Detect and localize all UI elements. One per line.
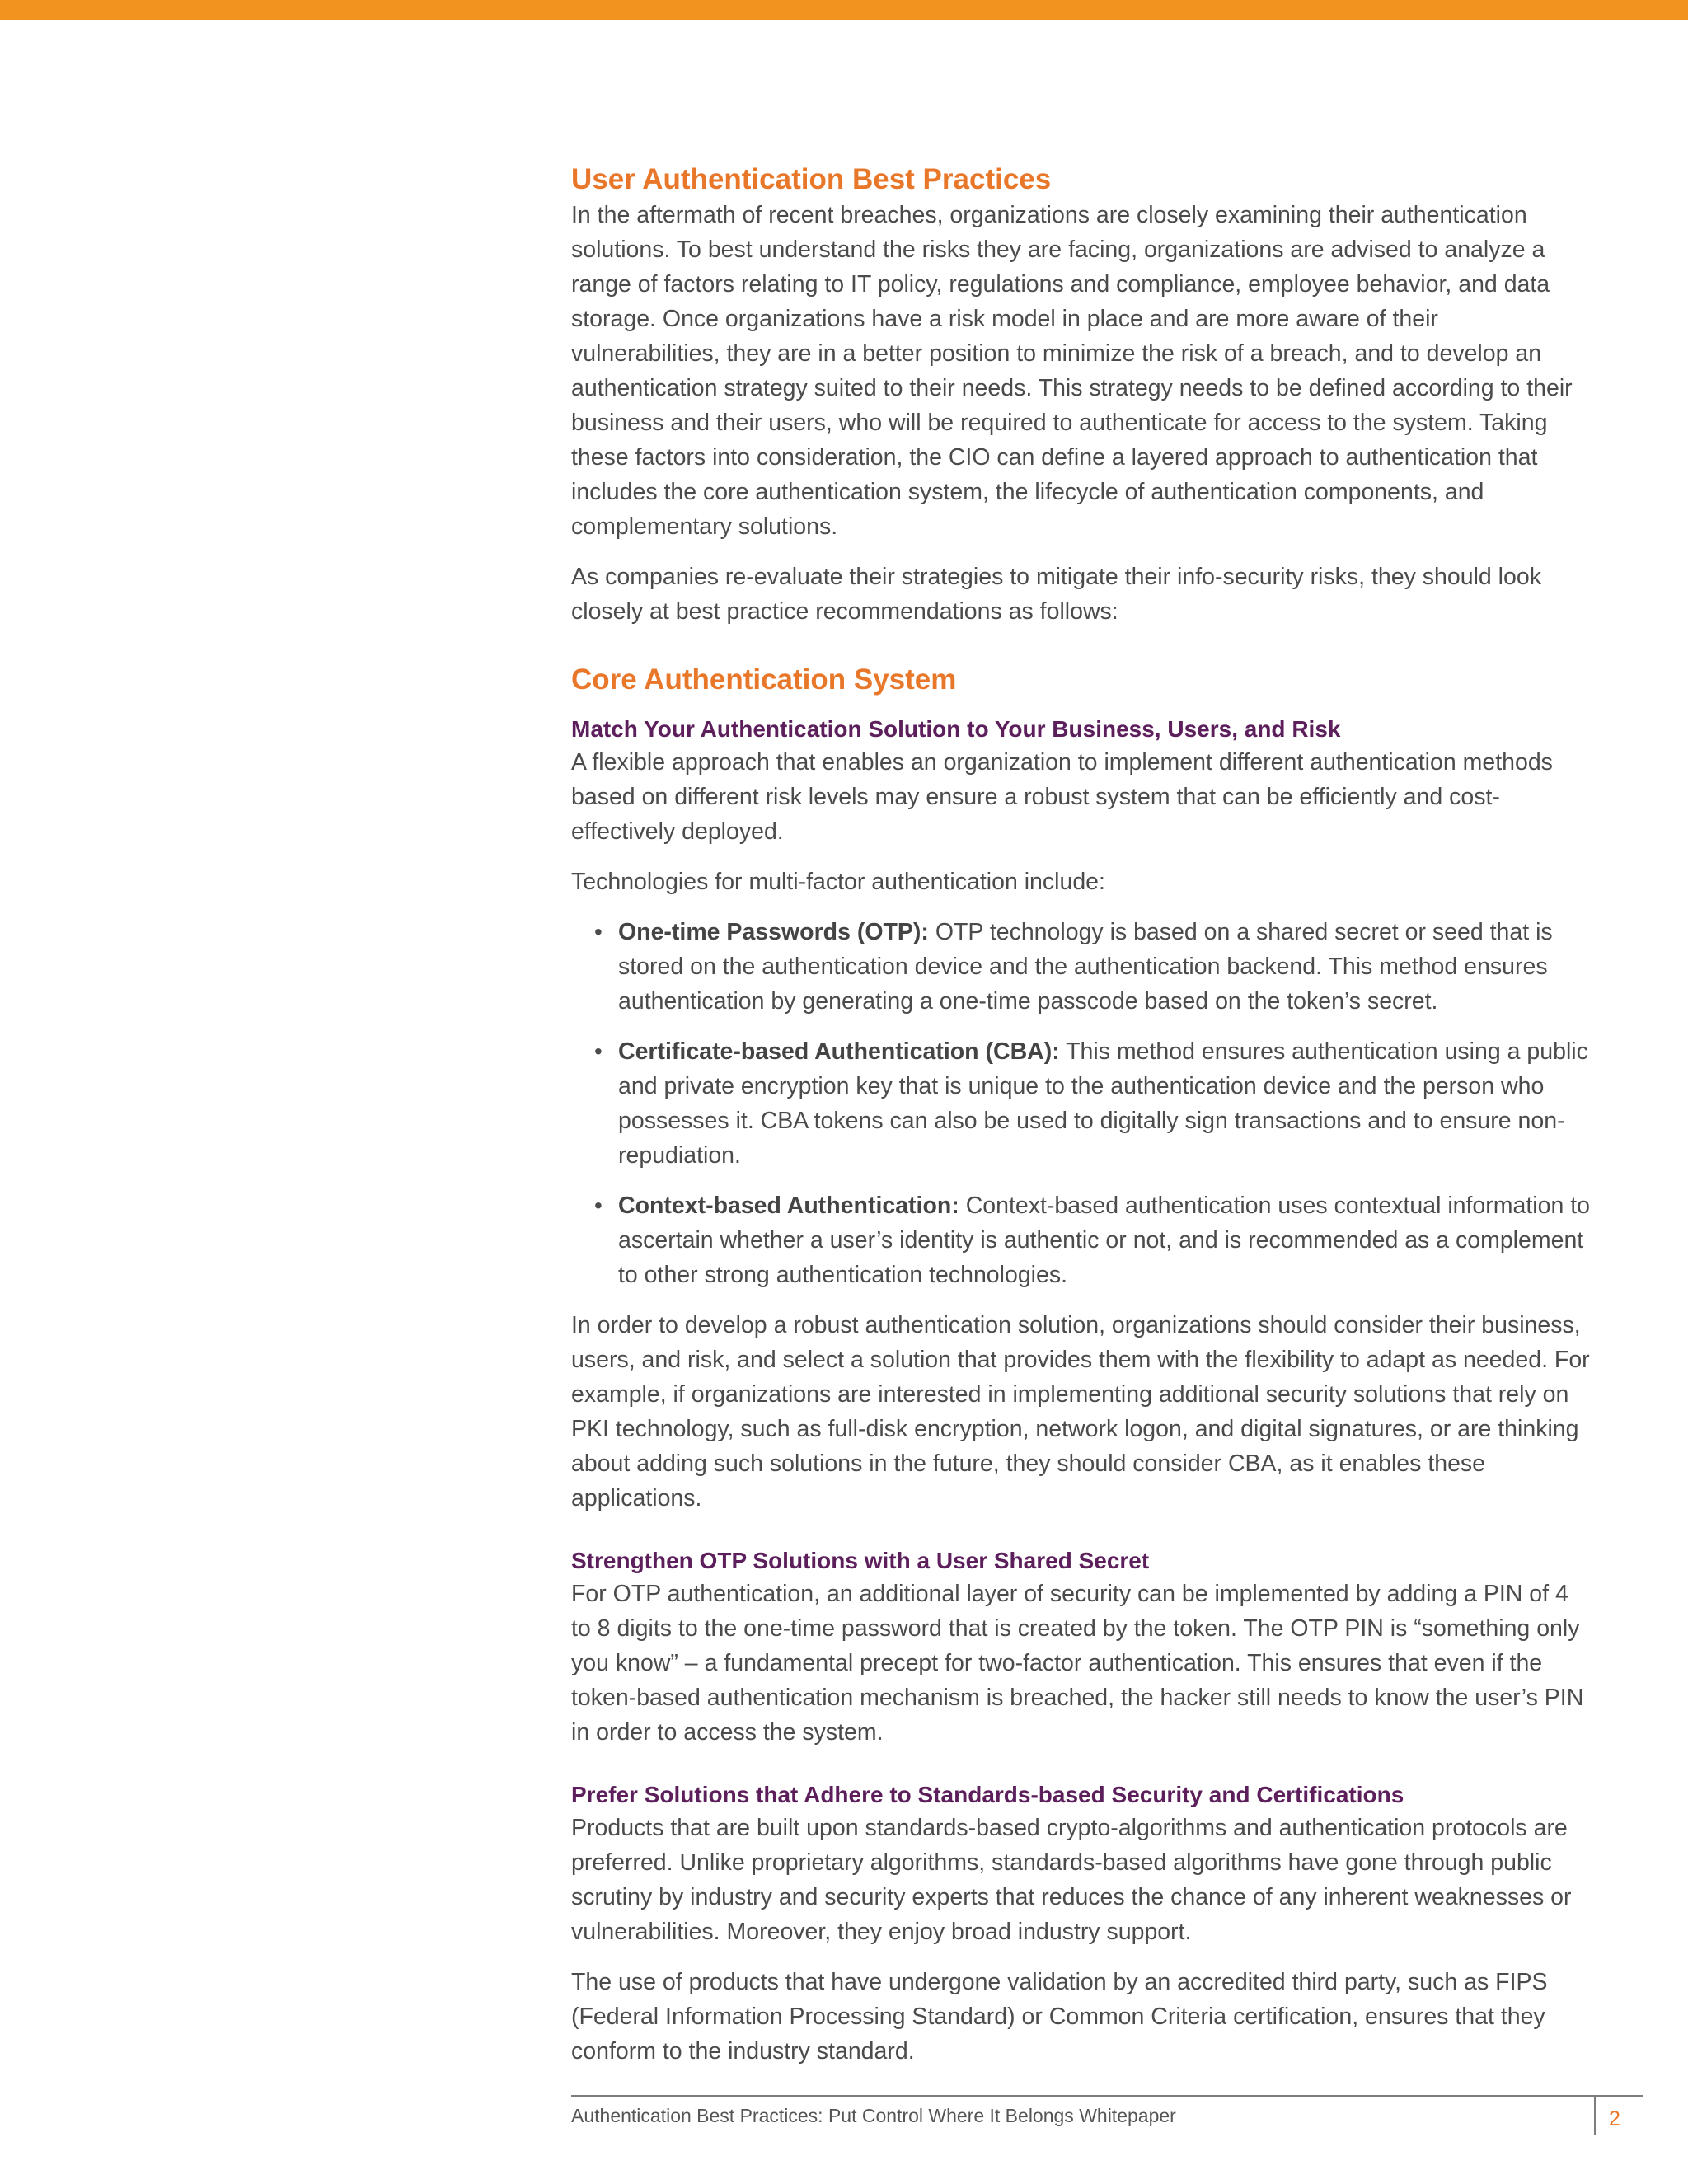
bullet-icon: •	[594, 1038, 603, 1064]
footer-title: Authentication Best Practices: Put Control Where It Belongs Whitepaper	[571, 2105, 1176, 2126]
subheading-match-solution: Match Your Authentication Solution to Your Business, Users, and Risk	[571, 716, 1341, 742]
paragraph: Products that are built upon standards-based crypto-algorithms and authentication protocols are preferred. Unlike proprietary algorithms, standards-based algorithms have gone through public scrutiny by industry and security experts that reduces the chance of any inherent weaknesses or vulnerabilities. Moreover, they enjoy broad industry support.	[571, 1815, 1572, 1945]
document-body	[571, 162, 1593, 2069]
list-item-text: Context-based authentication uses contextual information to ascertain whether a user’s identity is authentic or not, and is recommended as a complement to other strong authentication technologies.	[618, 1193, 1590, 1288]
page-number: 2	[1609, 2107, 1620, 2130]
list-item-term: Context-based Authentication:	[618, 1193, 959, 1219]
paragraph: As companies re-evaluate their strategies to mitigate their info-security risks, they should look closely at best practice recommendations as follows:	[571, 564, 1541, 625]
paragraph: Technologies for multi-factor authentication include:	[571, 869, 1105, 895]
list-item	[571, 1188, 1593, 1292]
subheading-standards-based: Prefer Solutions that Adhere to Standards-based Security and Certifications	[571, 1782, 1404, 1807]
list-item	[571, 1034, 1593, 1173]
footer-divider	[571, 2095, 1643, 2097]
top-accent-bar	[0, 0, 1688, 20]
paragraph: A flexible approach that enables an organization to implement different authentication methods based on different risk levels may ensure a robust system that can be efficiently and cost-effectively deployed.	[571, 749, 1553, 845]
list-item-term: One-time Passwords (OTP):	[618, 919, 929, 945]
list-item	[571, 915, 1593, 1019]
bullet-icon: •	[594, 919, 603, 944]
mfa-technologies-list	[571, 915, 1593, 1292]
section-title-core-authentication: Core Authentication System	[571, 663, 957, 696]
list-item-text: This method ensures authentication using a public and private encryption key that is unique to the authentication device and the person who possesses it. CBA tokens can also be used to digitally sign transactions and to ensure non-repudiation.	[618, 1038, 1588, 1169]
paragraph: For OTP authentication, an additional layer of security can be implemented by adding a PIN of 4 to 8 digits to the one-time password that is created by the token. The OTP PIN is “something only you know” – a fundamental precept for two-factor authentication. This ensures that even if the token-based authentication mechanism is breached, the hacker still needs to know the user’s PIN in order to access the system.	[571, 1581, 1584, 1746]
paragraph: In the aftermath of recent breaches, organizations are closely examining their authentication solutions. To best understand the risks they are facing, organizations are advised to analyze a range of factors relating to IT policy, regulations and compliance, employee behavior, and data storage. Once organizations have a risk model in place and are more aware of their vulnerabilities, they are in a better position to minimize the risk of a breach, and to develop an authentication strategy suited to their needs. This strategy needs to be defined according to their business and their users, who will be required to authenticate for access to the system. Taking these factors into consideration, the CIO can define a layered approach to authentication that includes the core authentication system, the lifecycle of authentication components, and complementary solutions.	[571, 202, 1573, 540]
paragraph: The use of products that have undergone validation by an accredited third party, such as FIPS (Federal Information Processing Standard) or Common Criteria certification, ensures that they conform to the industry standard.	[571, 1969, 1548, 2064]
bullet-icon: •	[594, 1193, 603, 1218]
footer-separator	[1594, 2097, 1596, 2135]
subheading-strengthen-otp: Strengthen OTP Solutions with a User Shared Secret	[571, 1548, 1150, 1573]
list-item-term: Certificate-based Authentication (CBA):	[618, 1038, 1060, 1065]
section-title-user-authentication: User Authentication Best Practices	[571, 163, 1052, 195]
list-item-text: OTP technology is based on a shared secret or seed that is stored on the authentication device and the authentication backend. This method ensures authentication by generating a one-time passcode based on the token’s secret.	[618, 919, 1553, 1015]
paragraph: In order to develop a robust authentication solution, organizations should consider their business, users, and risk, and select a solution that provides them with the flexibility to adapt as needed. For example, if organizations are interested in implementing additional security solutions that rely on PKI technology, such as full-disk encryption, network logon, and digital signatures, or are thinking about adding such solutions in the future, they should consider CBA, as it enables these applications.	[571, 1312, 1590, 1511]
